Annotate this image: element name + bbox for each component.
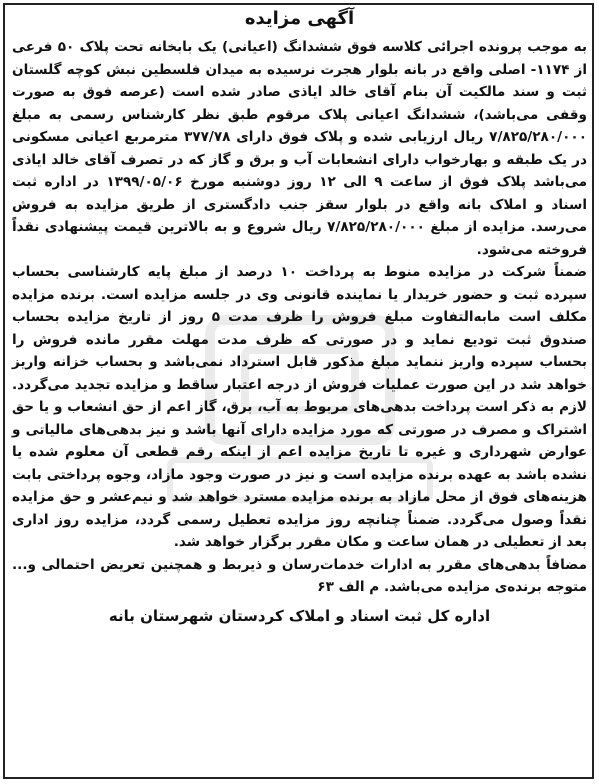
notice-title: آگهی مزایده (244, 8, 355, 29)
issuing-office: اداره کل ثبت اسناد و املاک کردستان شهرستان بانه (108, 606, 491, 625)
notice-paragraph-1: به موجب پرونده اجرائی کلاسه فوق ششدانگ (اعیانی) یک بابخانه تحت پلاک ۵۰ فرعی از ۱۱۷۴- اصلی واقع در بانه بلوار هجرت نرسیده به میدان فلسطین نبش کوچه گلستان ثبت و سند مالکیت آن بنام آقای خالد ایاذی صادر شده است (عرصه فوق به صورت وقفی می‌باشد)، ششدانگ اعیانی پلاک مرقوم طبق نظر کارشناس رسمی به مبلغ ۷/۸۲۵/۲۸۰/۰۰۰ ریال ارزیابی شده و پلاک فوق دارای ۳۷۷/۷۸ مترمربع اعیانی مسکونی در یک طبقه و بهارخواب دارای انشعابات آب و برق و گاز که در تصرف آقای خالد ایاذی می‌باشد پلاک فوق از ساعت ۹ الی ۱۲ روز دوشنبه مورخ ۱۳۹۹/۰۵/۰۶ در اداره ثبت اسناد و املاک بانه واقع در بلوار سقز جنب دادگستری از طریق مزایده به فروش می‌رسد. مزایده از مبلغ ۷/۸۲۵/۲۸۰/۰۰۰ ریال شروع و به بالاترین قیمت پیشنهادی نقداً فروخته می‌شود. (12, 39, 588, 258)
notice-paragraph-2: ضمناً شرکت در مزایده منوط به پرداخت ۱۰ درصد از مبلغ پایه کارشناسی بحساب سپرده ثبت و حضور خریدار یا نماینده قانونی وی در جلسه مزایده است. برنده مزایده مکلف است مابه‌التفاوت مبلغ فروش را ظرف مدت ۵ روز از تاریخ مزایده بحساب صندوق ثبت تودیع نماید و در صورتی که ظرف مدت مهلت مقرر مانده فروش را بحساب سپرده واریز ننماید مبلغ مذکور قابل استرداد نمی‌باشد و بحساب خزانه واریز خواهد شد در این صورت عملیات فروش از درجه اعتبار ساقط و مزایده تجدید می‌گردد. لازم به ذکر است پرداخت بدهی‌های مربوط به آب، برق، گاز اعم از حق انشعاب و یا حق اشتراک و مصرف در صورتی که مورد مزایده دارای آنها باشد و نیز بدهی‌های مالیاتی و عوارض شهرداری و غیره تا تاریخ مزایده اعم از اینکه رقم قطعی آن معلوم شده یا نشده باشد به عهده برنده مزایده است و نیز در صورت وجود مازاد، وجوه پرداختی بابت هزینه‌های فوق از محل مازاد به برنده مزایده مسترد خواهد شد و نیم‌عشر و حق مزایده نقداً وصول می‌گردد. ضمناً چنانچه روز مزایده تعطیل رسمی گردد، مزایده روز اداری بعد از تعطیلی در همان ساعت و مکان مقرر برگزار خواهد شد. (12, 264, 587, 550)
notice-paragraph-3: مضافاً بدهی‌های مقرر به ادارات خدمات‌رسان و ذیربط و همچنین تعریض احتمالی و... متوجه برنده‌ی مزایده می‌باشد. م الف ۶۳ (12, 556, 587, 595)
auction-notice (12, 6, 587, 627)
